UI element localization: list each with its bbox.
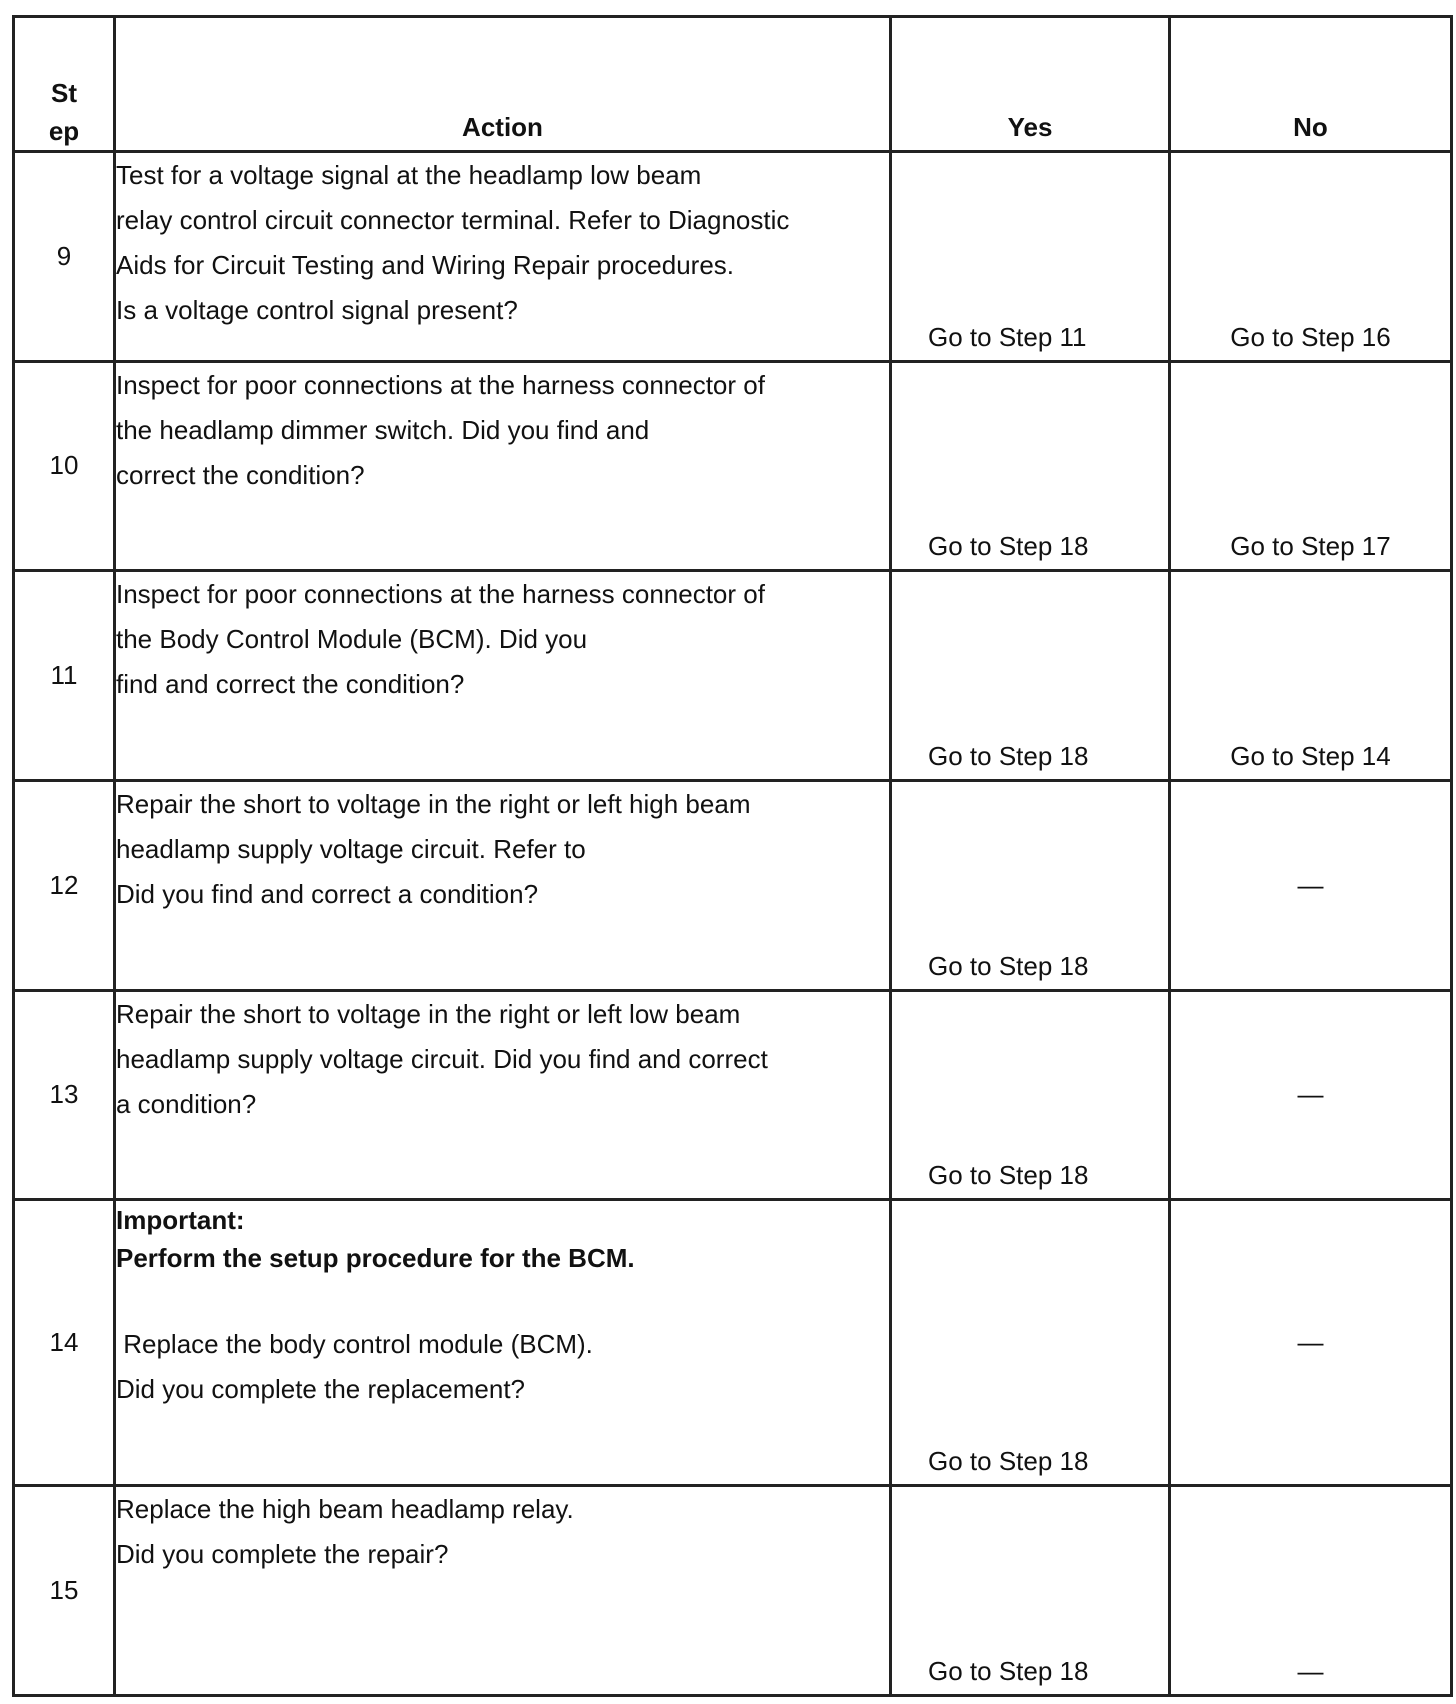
no-next-step: —	[1297, 1656, 1324, 1686]
table-row	[14, 1486, 1452, 1696]
action-line: headlamp supply voltage circuit. Refer to	[116, 833, 586, 864]
step-number: 15	[14, 1486, 115, 1696]
yes-next-step: Go to Step 18	[928, 1160, 1089, 1191]
table-row	[14, 990, 1452, 1200]
step-number: 10	[14, 361, 115, 571]
yes-cell	[891, 1486, 1170, 1696]
yes-next-step: Go to Step 11	[928, 321, 1087, 352]
action-cell	[115, 990, 891, 1200]
action-line: correct the condition?	[116, 459, 365, 490]
action-line: Inspect for poor connections at the harness connector of	[116, 369, 765, 400]
no-cell	[1170, 780, 1452, 990]
action-line: Did you complete the repair?	[116, 1539, 449, 1570]
step-column-header	[14, 17, 115, 152]
important-label: Important:	[116, 1205, 245, 1236]
no-next-step: —	[1297, 1327, 1324, 1358]
yes-cell	[891, 1200, 1170, 1486]
yes-next-step: Go to Step 18	[928, 1446, 1089, 1477]
step-number: 9	[14, 152, 115, 362]
no-next-step: —	[1297, 869, 1324, 900]
action-line: Replace the high beam headlamp relay.	[116, 1494, 574, 1525]
no-cell	[1170, 361, 1452, 571]
action-line: relay control circuit connector terminal. Refer to Diagnostic	[116, 205, 790, 235]
step-header-line2: ep	[48, 116, 80, 146]
action-line: a condition?	[116, 1088, 257, 1119]
no-next-step: Go to Step 17	[1230, 531, 1391, 562]
action-line: Test for a voltage signal at the headlamp low beam	[116, 160, 702, 190]
action-line: Did you complete the replacement?	[116, 1374, 526, 1405]
table-row	[14, 571, 1452, 781]
no-cell	[1170, 1200, 1452, 1486]
action-line: headlamp supply voltage circuit. Did you find and correct	[116, 1043, 768, 1074]
action-cell	[115, 571, 891, 781]
action-line: Did you find and correct a condition?	[116, 878, 539, 909]
yes-cell	[891, 361, 1170, 571]
diagnostic-table	[12, 15, 1453, 1697]
yes-cell	[891, 152, 1170, 362]
action-line: Repair the short to voltage in the right or left high beam	[116, 788, 751, 819]
important-text: Perform the setup procedure for the BCM.	[116, 1243, 635, 1274]
yes-next-step: Go to Step 18	[928, 531, 1089, 562]
step-number: 13	[14, 990, 115, 1200]
step-header-line1: St	[51, 78, 77, 108]
step-number: 12	[14, 780, 115, 990]
action-line: the Body Control Module (BCM). Did you	[116, 624, 588, 655]
no-next-step: Go to Step 16	[1230, 321, 1391, 352]
action-cell	[115, 1200, 891, 1486]
step-number: 14	[14, 1200, 115, 1486]
action-cell	[115, 361, 891, 571]
yes-column-header: Yes	[891, 17, 1170, 152]
action-cell	[115, 152, 891, 362]
table-header-row	[14, 17, 1452, 152]
yes-cell	[891, 990, 1170, 1200]
yes-cell	[891, 780, 1170, 990]
table-row	[14, 152, 1452, 362]
paragraph-spacer	[116, 1277, 889, 1322]
action-line: the headlamp dimmer switch. Did you find and	[116, 414, 650, 445]
yes-cell	[891, 571, 1170, 781]
yes-next-step: Go to Step 18	[928, 950, 1089, 981]
no-cell	[1170, 1486, 1452, 1696]
action-line: find and correct the condition?	[116, 669, 465, 700]
no-cell	[1170, 152, 1452, 362]
action-line: Aids for Circuit Testing and Wiring Repair procedures.	[116, 250, 735, 280]
table-row	[14, 780, 1452, 990]
action-cell	[115, 1486, 891, 1696]
no-next-step: —	[1297, 1079, 1324, 1110]
step-number: 11	[14, 571, 115, 781]
no-next-step: Go to Step 14	[1230, 740, 1391, 771]
action-line: Inspect for poor connections at the harness connector of	[116, 579, 765, 610]
table-row	[14, 1200, 1452, 1486]
yes-next-step: Go to Step 18	[928, 740, 1089, 771]
action-line: Repair the short to voltage in the right or left low beam	[116, 998, 741, 1029]
action-line: Is a voltage control signal present?	[116, 295, 518, 325]
yes-next-step: Go to Step 18	[928, 1656, 1089, 1686]
action-line: Replace the body control module (BCM).	[116, 1329, 593, 1360]
action-column-header: Action	[115, 17, 891, 152]
action-cell	[115, 780, 891, 990]
table-row	[14, 361, 1452, 571]
no-cell	[1170, 990, 1452, 1200]
no-cell	[1170, 571, 1452, 781]
no-column-header: No	[1170, 17, 1452, 152]
